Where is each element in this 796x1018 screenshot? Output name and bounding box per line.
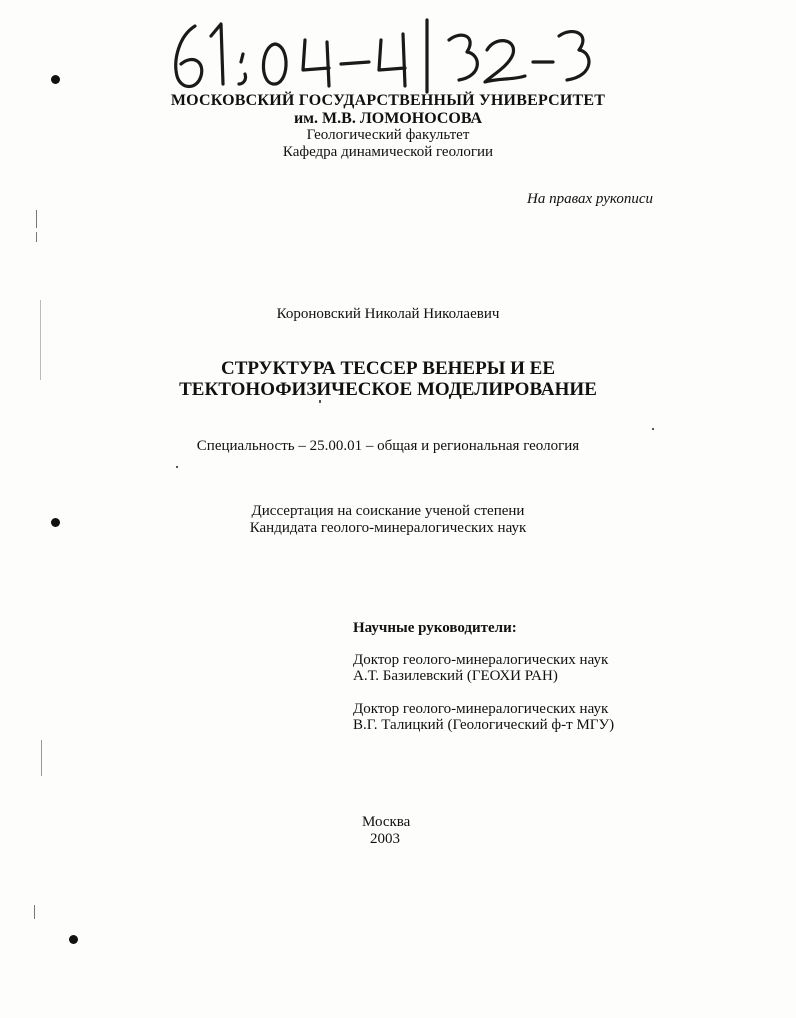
dissertation-line-2: Кандидата геолого-минералогических наук [249, 520, 527, 536]
scan-speck [652, 428, 654, 430]
supervisors-heading: Научные руководители: [353, 620, 517, 636]
faculty-name: Геологический факультет [306, 127, 470, 143]
handwritten-catalog-number-drawing [165, 14, 595, 96]
year: 2003 [370, 831, 400, 847]
supervisor-degree: Доктор геолого-минералогических наук [353, 701, 609, 717]
scan-edge-mark [36, 210, 37, 228]
university-named-after: им. М.В. ЛОМОНОСОВА [293, 110, 483, 127]
scan-speck [176, 466, 178, 468]
specialty: Специальность – 25.00.01 – общая и региональная геология [196, 438, 580, 454]
thesis-title-line-1: СТРУКТУРА ТЕССЕР ВЕНЕРЫ И ЕЕ [220, 358, 555, 379]
supervisor-degree: Доктор геолого-минералогических наук [353, 652, 609, 668]
thesis-title-line-2: ТЕКТОНОФИЗИЧЕСКОЕ МОДЕЛИРОВАНИЕ [179, 379, 597, 400]
university-name: МОСКОВСКИЙ ГОСУДАРСТВЕННЫЙ УНИВЕРСИТЕТ [170, 92, 606, 109]
dissertation-line-1: Диссертация на соискание ученой степени [251, 503, 525, 519]
scan-edge-mark [36, 232, 37, 242]
supervisor-name: В.Г. Талицкий (Геологический ф-т МГУ) [353, 717, 615, 733]
supervisor-name: А.Т. Базилевский (ГЕОХИ РАН) [353, 668, 558, 684]
city: Москва [362, 814, 411, 830]
author-name: Короновский Николай Николаевич [276, 306, 500, 322]
department-name: Кафедра динамической геологии [282, 144, 494, 160]
scan-edge-mark [34, 905, 35, 919]
scan-edge-mark [41, 740, 42, 776]
binder-hole-mark [69, 935, 78, 944]
rights-note: На правах рукописи [527, 191, 653, 207]
handwritten-catalog-number [165, 14, 595, 96]
binder-hole-mark [51, 75, 60, 84]
